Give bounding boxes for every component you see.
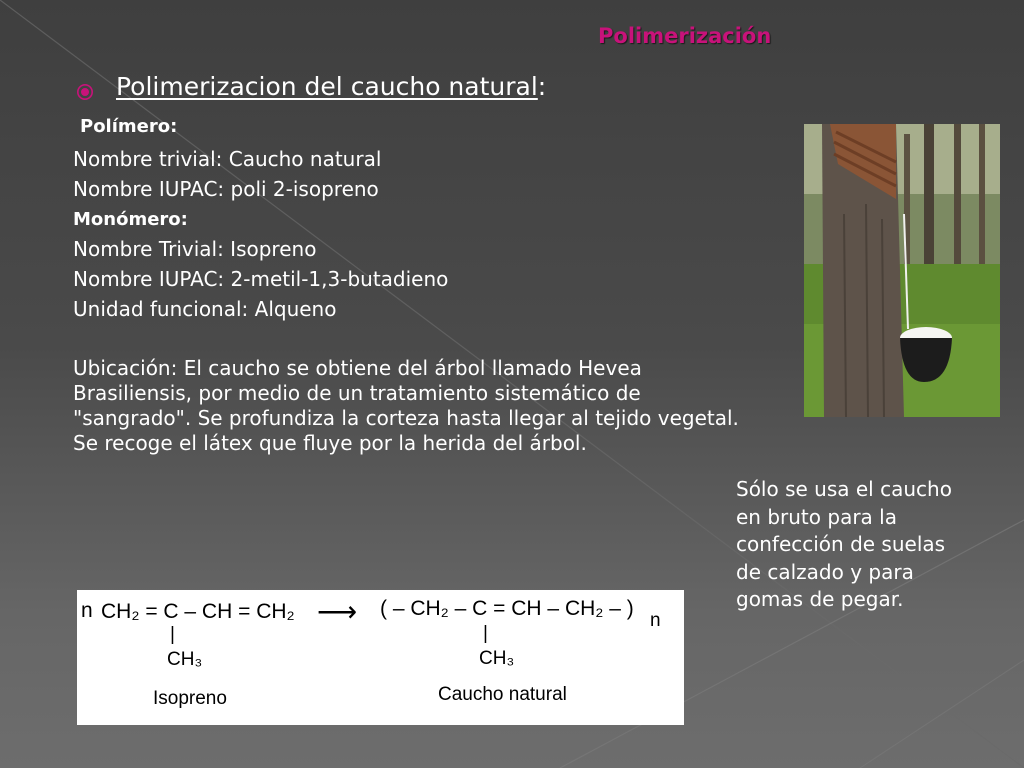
isoprene-formula: CH₂ = C – CH = CH₂	[101, 600, 295, 623]
polymer-methyl-group: CH₃	[479, 648, 515, 669]
polymer-branch-bond: |	[483, 623, 488, 644]
isoprene-branch-bond: |	[170, 624, 175, 645]
polymer-iupac-name: Nombre IUPAC: poli 2-isopreno	[73, 177, 379, 201]
reaction-arrow-icon: ⟶	[317, 596, 358, 627]
natural-rubber-label: Caucho natural	[438, 684, 567, 705]
location-paragraph: Ubicación: El caucho se obtiene del árbol llamado Hevea Brasiliensis, por medio de un tratamiento sistemático de "sangrado". Se profundiza la corteza hasta llegar al tejido vegetal. Se recoge el látex que fluye por la herida del árbol.	[73, 356, 739, 455]
polymer-count: n	[650, 610, 661, 631]
isoprene-methyl-group: CH₃	[167, 649, 203, 670]
monomer-label: Monómero:	[73, 209, 188, 230]
heading-text: Polimerizacion del caucho natural	[116, 72, 538, 101]
rubber-tree-photo	[804, 124, 1000, 417]
monomer-count: n	[81, 599, 93, 622]
isoprene-label: Isopreno	[153, 688, 227, 709]
polymerization-equation	[77, 590, 684, 725]
slide-section-title: Polimerización	[598, 24, 772, 48]
polymer-trivial-name: Nombre trivial: Caucho natural	[73, 147, 382, 171]
heading-colon: :	[537, 72, 547, 101]
radio-bullet-icon	[76, 83, 94, 101]
slide-heading	[116, 72, 546, 101]
usage-note: Sólo se usa el caucho en bruto para la confección de suelas de calzado y para gomas de pegar.	[736, 477, 952, 611]
monomer-iupac-name: Nombre IUPAC: 2-metil-1,3-butadieno	[73, 267, 449, 291]
polymer-label: Polímero:	[80, 116, 178, 137]
functional-unit: Unidad funcional: Alqueno	[73, 297, 337, 321]
polymer-repeat-unit: ( – CH₂ – C = CH – CH₂ – )	[380, 597, 634, 620]
monomer-trivial-name: Nombre Trivial: Isopreno	[73, 237, 317, 261]
